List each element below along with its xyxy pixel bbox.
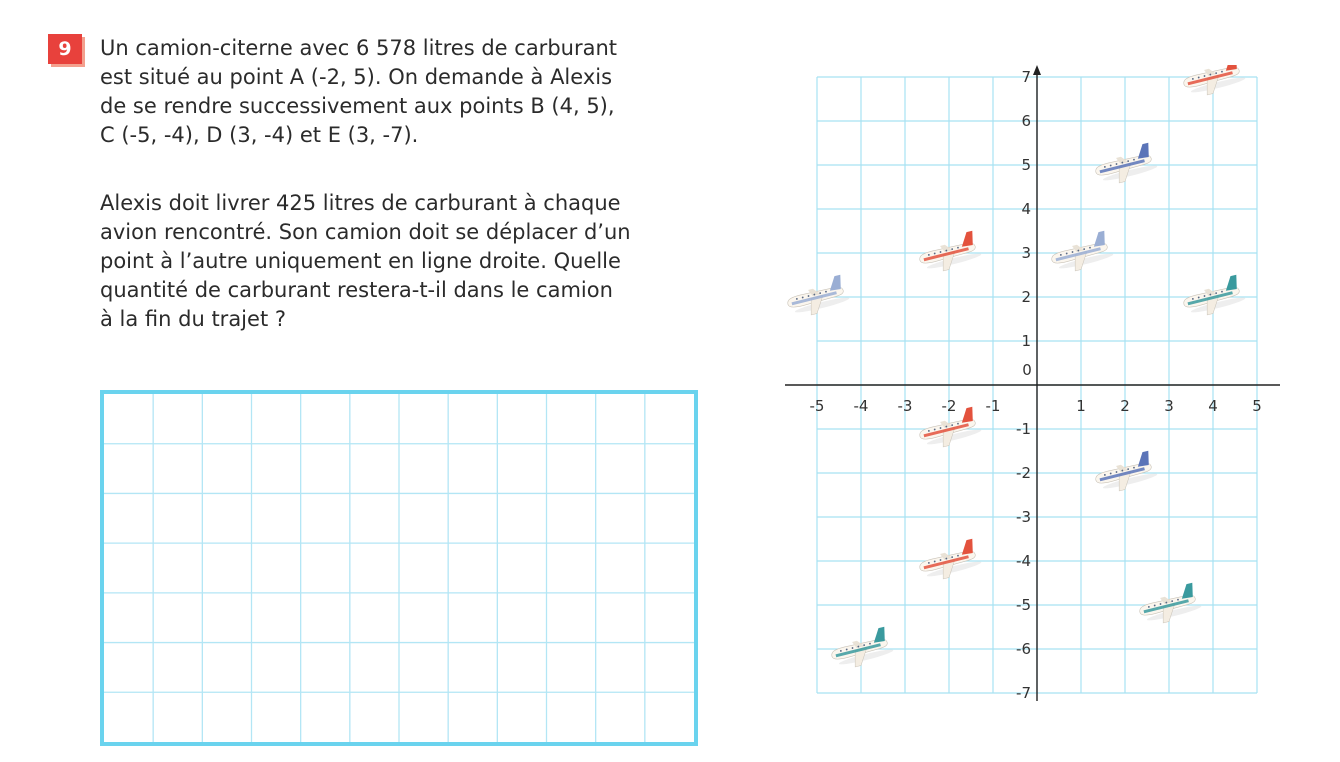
x-tick-label: -5 [809, 397, 825, 415]
text-line: avion rencontré. Son camion doit se déplacer d’un [100, 220, 631, 244]
problem-paragraph-1 [100, 34, 617, 150]
y-axis-arrow [1033, 65, 1041, 75]
text-line: point à l’autre uniquement en ligne droite. Quelle [100, 249, 621, 273]
text-line: à la fin du trajet ? [100, 307, 286, 331]
x-tick-label: 0 [1022, 361, 1032, 379]
y-tick-label: 5 [1021, 156, 1031, 174]
answer-grid[interactable] [100, 390, 698, 746]
y-tick-label: -4 [1016, 552, 1031, 570]
y-tick-label: 7 [1021, 68, 1031, 86]
y-tick-label: -2 [1016, 464, 1031, 482]
x-tick-label: 5 [1252, 397, 1262, 415]
y-tick-label: -3 [1016, 508, 1031, 526]
y-tick-label: 1 [1021, 332, 1031, 350]
x-tick-label: -3 [897, 397, 913, 415]
x-tick-label: -1 [985, 397, 1001, 415]
x-tick-label: -4 [853, 397, 869, 415]
airplanes [784, 65, 1247, 672]
y-tick-label: 4 [1021, 200, 1031, 218]
y-tick-label: -1 [1016, 420, 1031, 438]
text-line: est situé au point A (-2, 5). On demande à Alexis [100, 65, 613, 89]
exercise-number: 9 [58, 38, 72, 60]
text-line: quantité de carburant restera-t-il dans le camion [100, 278, 613, 302]
text-line: C (-5, -4), D (3, -4) et E (3, -7). [100, 123, 419, 147]
x-tick-label: 4 [1208, 397, 1218, 415]
y-tick-label: 2 [1021, 288, 1031, 306]
y-tick-label: -7 [1016, 684, 1031, 702]
y-tick-label: -6 [1016, 640, 1031, 658]
text-line: Alexis doit livrer 425 litres de carburant à chaque [100, 191, 621, 215]
x-tick-label: -2 [941, 397, 957, 415]
x-tick-label: 2 [1120, 397, 1130, 415]
x-tick-label: 3 [1164, 397, 1174, 415]
text-line: Un camion-citerne avec 6 578 litres de carburant [100, 36, 618, 60]
coordinate-plane [780, 65, 1280, 710]
y-tick-label: -5 [1016, 596, 1031, 614]
y-tick-label: 3 [1021, 244, 1031, 262]
problem-paragraph-2 [100, 189, 631, 334]
x-tick-label: 1 [1076, 397, 1086, 415]
y-tick-label: 6 [1021, 112, 1031, 130]
exercise-number-badge [48, 34, 82, 64]
text-line: de se rendre successivement aux points B (4, 5), [100, 94, 615, 118]
